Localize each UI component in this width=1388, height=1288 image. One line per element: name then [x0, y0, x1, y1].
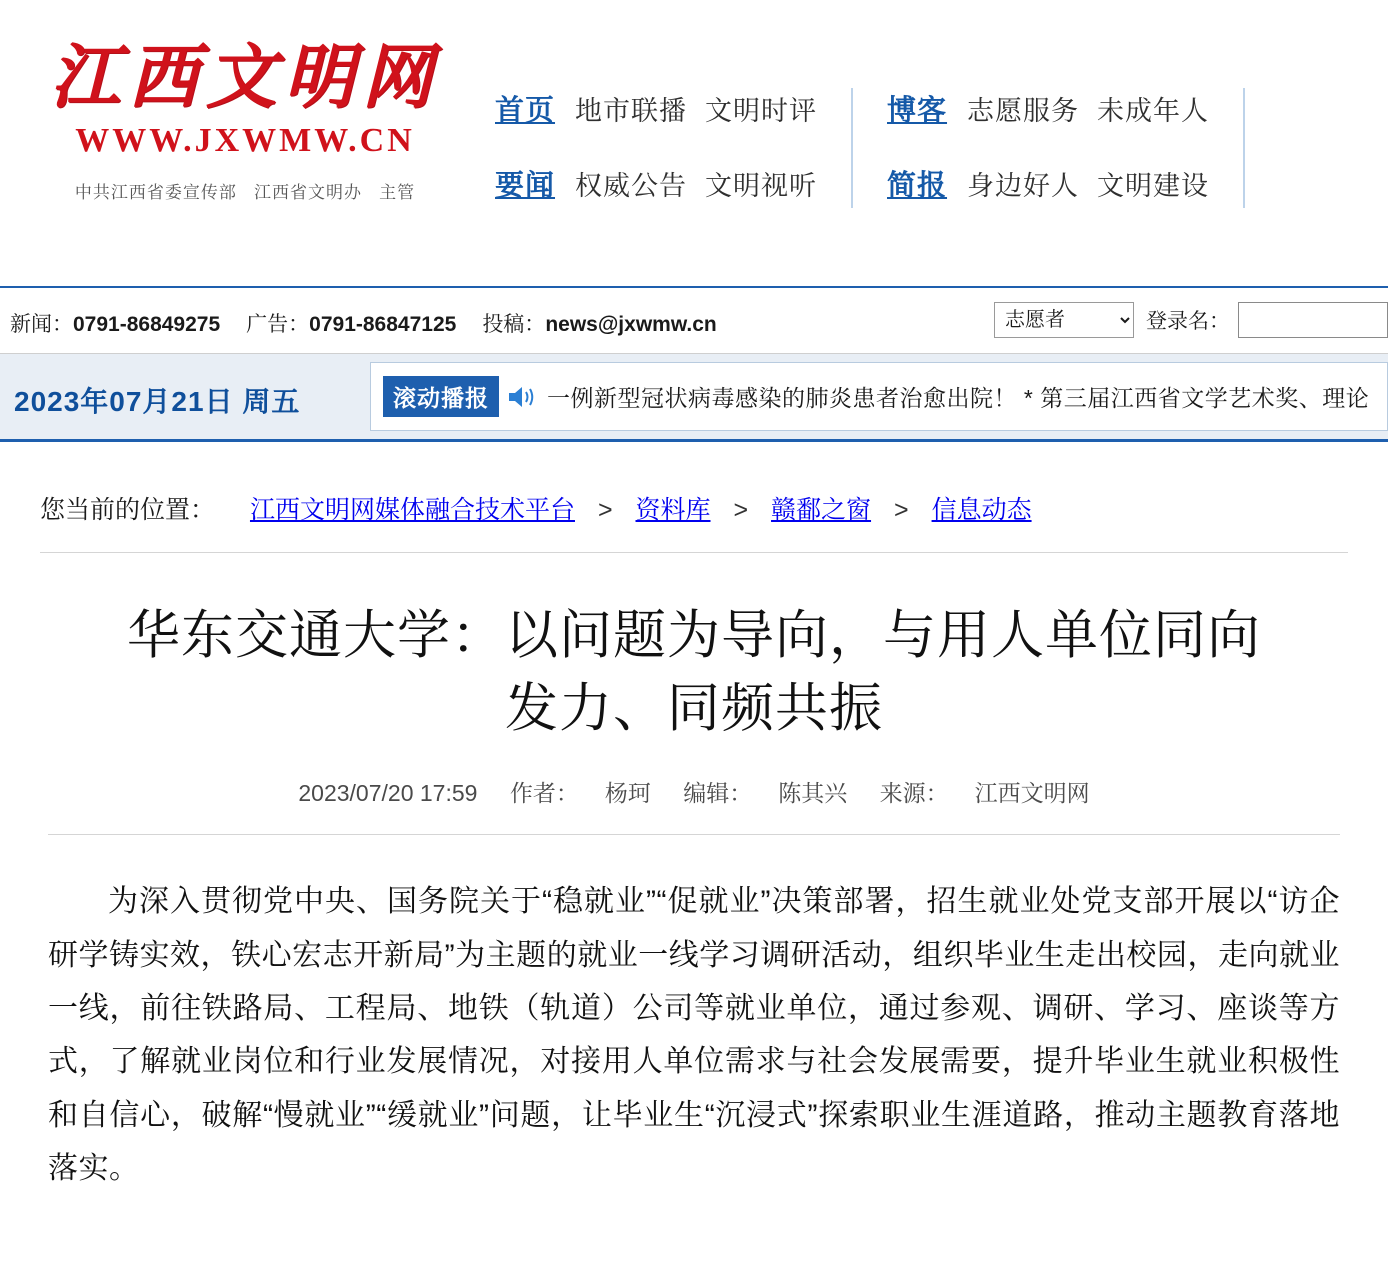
nav-item-headline[interactable]: 要闻 — [495, 170, 556, 202]
nav-item-city-broadcast[interactable]: 地市联播 — [575, 96, 688, 126]
nav-row-headline — [495, 163, 817, 204]
nav-row-bulletin — [887, 163, 1209, 204]
site-logo[interactable] — [30, 42, 460, 203]
article-author-label: 作者： — [509, 780, 579, 807]
article-source-name: 江西文明网 — [974, 780, 1090, 807]
nav-row-home — [495, 88, 817, 129]
login-area — [994, 302, 1388, 338]
article-datetime: 2023/07/20 17:59 — [298, 780, 478, 807]
site-header — [0, 0, 1388, 288]
nav-item-volunteer-service[interactable]: 志愿服务 — [967, 96, 1080, 126]
article-source-label: 来源： — [879, 780, 949, 807]
date-and-ticker-bar — [0, 354, 1388, 442]
article-editor-label: 编辑： — [683, 780, 753, 807]
news-phone-label: 新闻： — [10, 313, 73, 336]
news-phone-value: 0791-86849275 — [73, 313, 221, 336]
nav-group-left — [495, 88, 817, 204]
nav-item-civilization-review[interactable]: 文明时评 — [705, 96, 818, 126]
breadcrumb-item-news-updates[interactable]: 信息动态 — [931, 496, 1032, 524]
article-author — [510, 780, 651, 806]
nav-row-blog — [887, 88, 1209, 129]
nav-group-right — [887, 88, 1209, 204]
nav-divider-right — [1243, 88, 1245, 208]
nav-item-civilization-av[interactable]: 文明视听 — [705, 171, 818, 201]
article-meta — [48, 775, 1340, 835]
breadcrumb-item-library[interactable]: 资料库 — [635, 496, 711, 524]
logo-title-text: 江西文明网 — [50, 40, 440, 117]
breadcrumb-item-ganpo-window[interactable]: 赣鄱之窗 — [771, 496, 872, 524]
nav-item-bulletin[interactable]: 简报 — [887, 170, 948, 202]
article-body — [48, 875, 1340, 1195]
nav-item-good-people[interactable]: 身边好人 — [967, 171, 1080, 201]
ticker-text: 一例新型冠状病毒感染的肺炎患者治愈出院！ * 第三届江西省文学艺术奖、理论 — [547, 385, 1370, 411]
article-container — [48, 599, 1340, 1196]
logo-subtitle-part1: 中共江西省委宣传部 — [74, 182, 237, 202]
nav-item-authoritative-notice[interactable]: 权威公告 — [575, 171, 688, 201]
role-select[interactable] — [994, 302, 1134, 338]
nav-divider-left — [851, 88, 853, 208]
breadcrumb-separator-1: > — [597, 496, 613, 524]
nav-item-blog[interactable]: 博客 — [887, 95, 948, 127]
submission-email[interactable]: news@jxwmw.cn — [545, 313, 717, 336]
current-date: 2023年07月21日 周五 — [14, 386, 301, 417]
logo-url-text: WWW.JXWMW.CN — [75, 121, 415, 159]
logo-subtitle-part2: 江西省文明办 — [254, 182, 362, 202]
article-title: 华东交通大学：以问题为导向，与用人单位同向发力、同频共振 — [127, 606, 1261, 739]
nav-item-home[interactable]: 首页 — [495, 95, 556, 127]
login-name-label: 登录名： — [1146, 310, 1230, 333]
nav-item-minors[interactable]: 未成年人 — [1097, 96, 1210, 126]
contact-info — [10, 308, 743, 338]
news-ticker[interactable] — [370, 362, 1388, 431]
logo-subtitle-part3: 主管 — [379, 182, 416, 202]
article-source — [880, 780, 1090, 806]
login-name-input[interactable] — [1238, 302, 1388, 338]
contact-bar — [0, 288, 1388, 354]
breadcrumb — [40, 490, 1348, 553]
article-editor — [683, 780, 847, 806]
main-navigation — [495, 88, 1279, 208]
speaker-icon — [507, 384, 537, 410]
breadcrumb-separator-3: > — [894, 496, 909, 524]
submission-label: 投稿： — [482, 313, 546, 336]
ad-phone-label: 广告： — [246, 313, 310, 336]
breadcrumb-item-platform[interactable]: 江西文明网媒体融合技术平台 — [249, 496, 575, 524]
ticker-tag-label: 滚动播报 — [383, 376, 499, 417]
article-editor-name: 陈其兴 — [778, 780, 848, 807]
article-author-name: 杨珂 — [604, 780, 651, 807]
logo-subtitle — [30, 178, 460, 203]
ad-phone-value: 0791-86847125 — [309, 313, 457, 336]
article-paragraph: 为深入贯彻党中央、国务院关于“稳就业”“促就业”决策部署，招生就业处党支部开展以“访企研学铸实效，铁心宏志开新局”为主题的就业一线学习调研活动，组织毕业生走出校园，走向就业一线，前往铁路局、工程局、地铁（轨道）公司等就业单位，通过参观、调研、学习、座谈等方式，了解就业岗位和行业发展情况，对接用人单位需求与社会发展需要，提升毕业生就业积极性和自信心，破解“慢就业”“缓就业”问题，让毕业生“沉浸式”探索职业生涯道路，推动主题教育落地落实。 — [48, 885, 1340, 1186]
nav-item-civilization-construction[interactable]: 文明建设 — [1097, 171, 1210, 201]
breadcrumb-separator-2: > — [733, 496, 749, 524]
breadcrumb-label: 您当前的位置： — [40, 496, 216, 524]
